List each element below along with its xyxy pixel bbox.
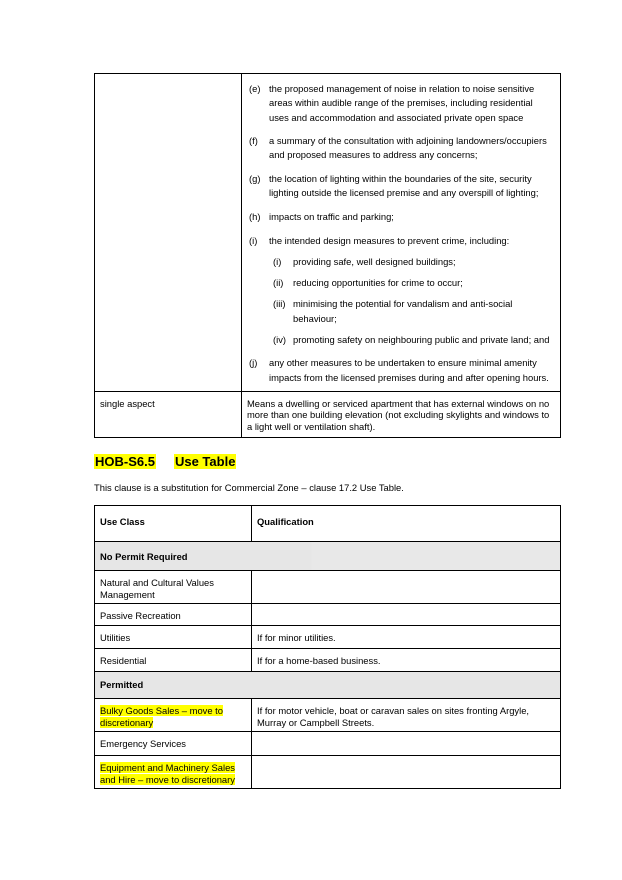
table-row [95, 391, 561, 438]
qualification-cell: If for minor utilities. [252, 626, 561, 649]
list-item: (f) a summary of the consultation with adjoining landowners/occupiers and proposed measures to address any concerns; [249, 135, 547, 161]
use-class-cell: Natural and Cultural Values Management [95, 571, 252, 604]
qualification-cell: If for a home-based business. [252, 649, 561, 672]
table-row [95, 604, 561, 626]
table-row [95, 626, 561, 649]
header-row [95, 506, 561, 542]
sub-list-item: (iv) promoting safety on neighbouring public and private land; and [273, 334, 550, 346]
empty-term-cell [95, 74, 242, 392]
group-row-permitted [95, 672, 561, 699]
use-class-cell: Residential [95, 649, 252, 672]
use-class-cell: Bulky Goods Sales – move to discretionary [95, 699, 252, 732]
sub-list-item: (iii) minimising the potential for vandalism and anti-social behaviour; [273, 298, 513, 324]
qualification-cell: If for motor vehicle, boat or caravan sales on sites fronting Argyle, Murray or Campbell Streets. [252, 699, 561, 732]
section-heading [94, 454, 236, 470]
definition-cell [242, 74, 561, 392]
definition-cell: Means a dwelling or serviced apartment that has external windows on no more than one building elevation (not excluding skylights and windows to a light well or ventilation shaft). [242, 391, 561, 438]
qualification-cell [252, 604, 561, 626]
table-row [95, 756, 561, 789]
sub-list-item: (i) providing safe, well designed buildings; [273, 255, 456, 267]
table-row [95, 732, 561, 756]
list-item: (i) the intended design measures to prevent crime, including: [249, 234, 510, 246]
group-label: Permitted [95, 672, 561, 699]
list-item: (j) any other measures to be undertaken to ensure minimal amenity impacts from the licensed premises during and after opening hours. [249, 357, 549, 383]
table-row [95, 571, 561, 604]
list-item: (h) impacts on traffic and parking; [249, 210, 394, 222]
use-table [94, 505, 561, 789]
term-cell: single aspect [95, 391, 242, 438]
section-title: Use Table [174, 454, 236, 469]
list-item: (e) the proposed management of noise in relation to noise sensitive areas within audible range of the premises, including residential uses and accommodation and associated private open space [249, 83, 535, 123]
sub-list-item: (ii) reducing opportunities for crime to occur; [273, 277, 463, 289]
column-header-qualification: Qualification [252, 506, 561, 542]
table-row [95, 649, 561, 672]
table-row [95, 74, 561, 392]
qualification-cell [252, 571, 561, 604]
qualification-cell [252, 756, 561, 789]
use-class-cell: Utilities [95, 626, 252, 649]
column-header-use-class: Use Class [95, 506, 252, 542]
definitions-table [94, 73, 561, 438]
group-row-no-permit [95, 542, 561, 571]
use-class-cell: Passive Recreation [95, 604, 252, 626]
qualification-cell [252, 732, 561, 756]
list-item: (g) the location of lighting within the boundaries of the site, security lighting outside the licensed premise and any overspill of lighting; [249, 173, 539, 199]
section-intro: This clause is a substitution for Commercial Zone – clause 17.2 Use Table. [94, 482, 404, 493]
use-class-cell: Emergency Services [95, 732, 252, 756]
section-number: HOB-S6.5 [95, 454, 155, 469]
table-row [95, 699, 561, 732]
group-label: No Permit Required [95, 542, 561, 571]
use-class-cell: Equipment and Machinery Sales and Hire – move to discretionary [95, 756, 252, 789]
